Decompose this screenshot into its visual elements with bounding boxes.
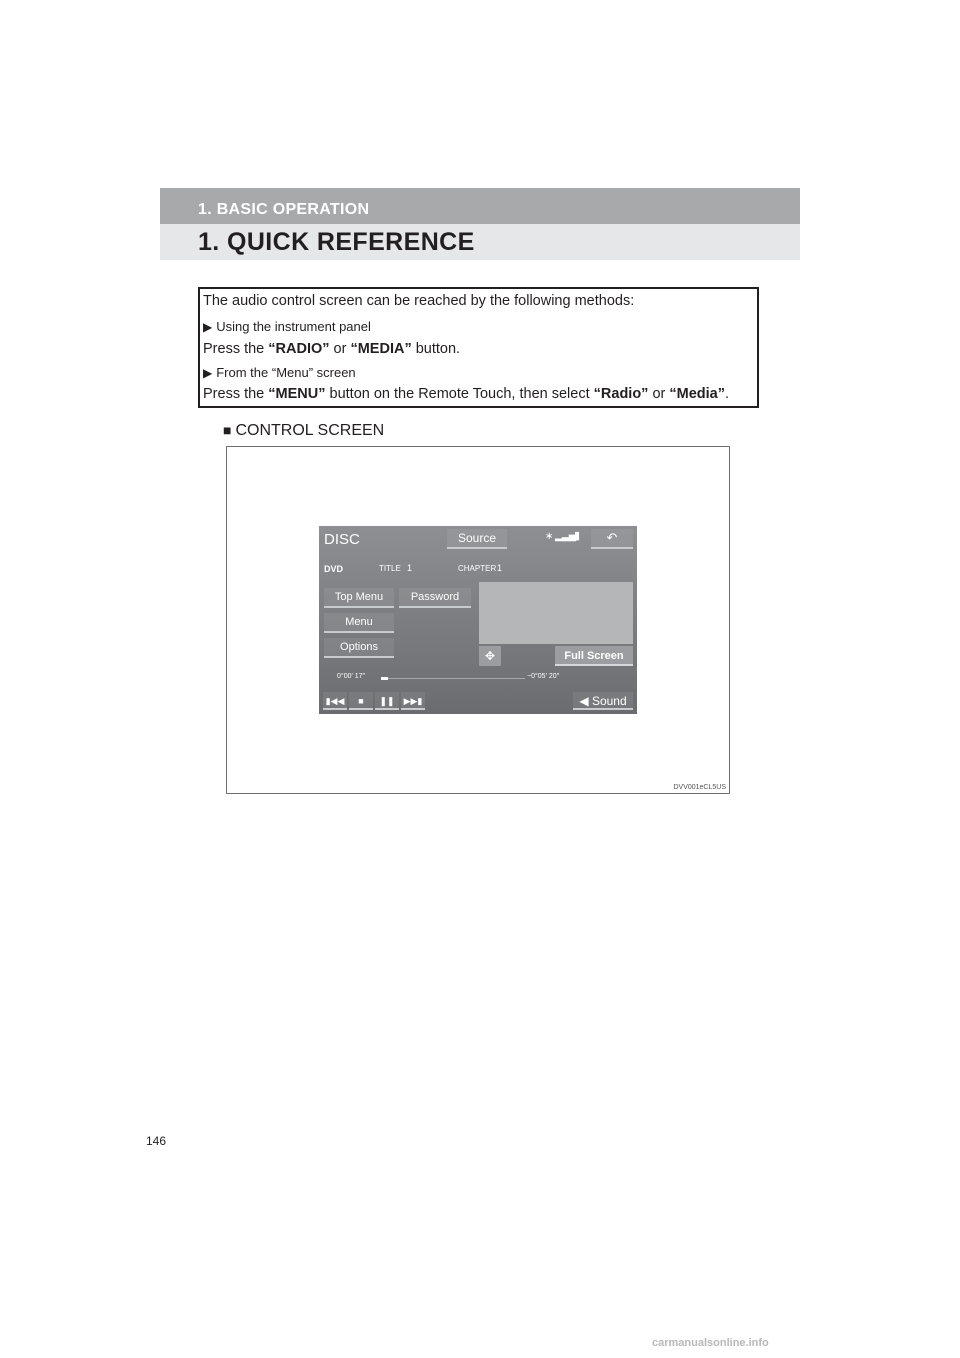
previous-track-button[interactable] <box>323 692 347 710</box>
method1-heading: Using the instrument panel <box>216 319 371 334</box>
method2-text <box>203 386 729 402</box>
dvd-control-screen <box>319 526 637 714</box>
next-icon: ▶▶▮ <box>403 696 423 706</box>
section-label: 1. BASIC OPERATION <box>198 201 370 218</box>
title-label: TITLE <box>379 564 401 573</box>
chapter-number: 1 <box>497 563 503 573</box>
stop-icon: ■ <box>358 696 364 706</box>
battery-icon: ▮ <box>574 530 581 542</box>
media-option-ref: “Media” <box>669 386 725 402</box>
info-box <box>198 287 759 408</box>
video-area[interactable] <box>479 582 633 644</box>
pause-icon: ❚❚ <box>379 696 395 706</box>
screen-title: DISC <box>324 531 360 548</box>
sub-heading-label: CONTROL SCREEN <box>235 422 385 439</box>
method2-heading-line <box>203 365 356 380</box>
method1-text-a: Press the <box>203 341 269 357</box>
menu-button[interactable]: Menu <box>324 613 394 633</box>
next-track-button[interactable] <box>401 692 425 710</box>
section-header <box>160 188 800 224</box>
radio-button-ref: “RADIO” <box>268 341 330 357</box>
method2-text-c: or <box>648 386 670 402</box>
signal-icon: ▂▃▅ <box>555 531 576 541</box>
options-button[interactable]: Options <box>324 638 394 658</box>
method2-text-a: Press the <box>203 386 269 402</box>
move-icon[interactable]: ✥ <box>479 646 501 666</box>
back-button[interactable] <box>591 529 633 549</box>
method1-heading-line <box>203 319 371 334</box>
previous-icon: ▮◀◀ <box>325 696 345 706</box>
triangle-bullet-icon: ▶ <box>203 366 213 380</box>
source-button[interactable]: Source <box>447 529 507 549</box>
mode-label: DVD <box>324 564 344 574</box>
sub-heading <box>223 422 384 440</box>
method1-text-b: or <box>329 341 351 357</box>
radio-option-ref: “Radio” <box>593 386 649 402</box>
stop-button[interactable] <box>349 692 373 710</box>
square-bullet-icon: ■ <box>223 422 232 438</box>
elapsed-time: 0°00′ 17″ <box>337 673 365 680</box>
sound-button[interactable] <box>573 692 633 710</box>
remaining-time: −0°05′ 20″ <box>527 673 560 680</box>
chapter-label: CHAPTER <box>458 564 497 573</box>
progress-bar[interactable] <box>381 678 525 679</box>
speaker-icon: ◀ <box>579 694 589 708</box>
info-intro: The audio control screen can be reached by the following methods: <box>203 293 635 309</box>
method1-text-c: button. <box>411 341 461 357</box>
bluetooth-icon: ∗ <box>545 531 554 542</box>
pause-button[interactable] <box>375 692 399 710</box>
page-title-bar <box>160 224 800 260</box>
back-icon: ↶ <box>606 530 618 545</box>
progress-fill <box>381 677 388 680</box>
method1-text <box>203 341 460 357</box>
control-screen-figure <box>226 446 730 794</box>
media-button-ref: “MEDIA” <box>350 341 412 357</box>
watermark: carmanualsonline.info <box>652 1337 769 1349</box>
full-screen-button[interactable]: Full Screen <box>555 646 633 666</box>
method2-heading: From the “Menu” screen <box>216 365 356 380</box>
sound-label: Sound <box>591 694 627 708</box>
method2-text-b: button on the Remote Touch, then select <box>325 386 594 402</box>
page-title: 1. QUICK REFERENCE <box>198 228 475 256</box>
password-button[interactable]: Password <box>399 588 471 608</box>
method2-text-d: . <box>724 386 730 402</box>
top-menu-button[interactable]: Top Menu <box>324 588 394 608</box>
title-number: 1 <box>407 563 413 573</box>
page-number: 146 <box>146 1134 167 1148</box>
triangle-bullet-icon: ▶ <box>203 320 213 334</box>
figure-code: DVV001eCL5US <box>673 784 726 791</box>
menu-button-ref: “MENU” <box>268 386 326 402</box>
